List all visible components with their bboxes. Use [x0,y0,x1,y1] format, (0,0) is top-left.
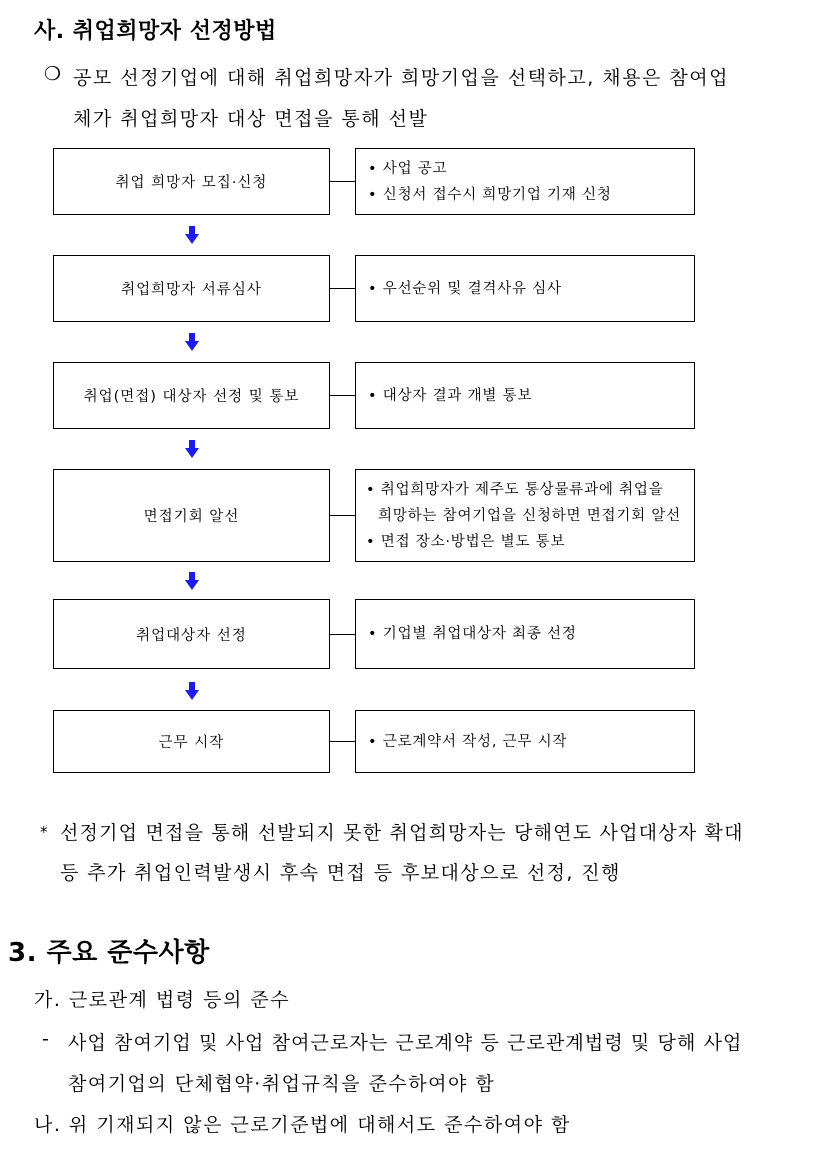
flow-detail-line: • 기업별 취업대상자 최종 선정 [368,626,577,642]
section-sa-text-line1: 공모 선정기업에 대해 취업희망자가 희망기업을 선택하고, 채용은 참여업 [73,67,729,89]
flow-step-box [53,469,330,562]
note-line1: 선정기업 면접을 통해 선발되지 못한 취업희망자는 당해연도 사업대상자 확대 [60,822,744,844]
section-heading-sa: 사. 취업희망자 선정방법 [34,19,277,44]
flow-step-label: 취업대상자 선정 [136,627,247,644]
flow-detail-line: • 취업희망자가 제주도 통상물류과에 취업을 [366,481,664,498]
flow-connector [330,181,355,182]
flow-detail-line: • 근로계약서 작성, 근무 시작 [368,733,568,750]
flow-step-label: 면접기회 알선 [143,509,240,525]
flow-connector [330,288,355,289]
flow-detail-line: • 대상자 결과 개별 통보 [368,387,533,404]
down-arrow-icon [185,440,199,458]
section-3-ga-line2: 참여기업의 단체협약·취업규칙을 준수하여야 함 [68,1073,496,1095]
flow-step-box [53,362,330,429]
section-sa-text-line2: 체가 취업희망자 대상 면접을 통해 선발 [73,108,429,130]
flow-step-label: 취업(면접) 대상자 선정 및 통보 [83,389,300,405]
section-3-ga-line1: 사업 참여기업 및 사업 참여근로자는 근로계약 등 근로관계법령 및 당해 사업 [68,1032,743,1054]
flow-step-box [53,599,330,669]
note-asterisk: * [40,823,48,841]
flow-connector [330,634,355,635]
flow-step-label: 근무 시작 [158,735,225,751]
bullet-circle-icon: ❍ [44,63,63,85]
flow-detail-box [355,469,695,562]
flow-step-box [53,148,330,215]
flow-step-box [53,255,330,322]
flow-detail-box [355,362,695,429]
down-arrow-icon [185,333,199,351]
note-line2: 등 추가 취업인력발생시 후속 면접 등 후보대상으로 선정, 진행 [60,862,621,884]
flow-detail-line: • 사업 공고 [368,160,448,177]
flow-detail-line: 희망하는 참여기업을 신청하면 면접기회 알선 [378,507,681,524]
flow-detail-box [355,599,695,669]
flow-connector [330,395,355,396]
flow-detail-line: • 우선순위 및 결격사유 심사 [368,280,562,297]
down-arrow-icon [185,682,199,700]
flow-connector [330,515,355,516]
flow-connector [330,741,355,742]
flow-detail-box [355,255,695,322]
flow-detail-box [355,710,695,773]
flow-step-box [53,710,330,773]
flow-detail-line: • 면접 장소·방법은 별도 통보 [366,533,566,550]
section-3-na: 나. 위 기재되지 않은 근로기준법에 대해서도 준수하여야 함 [34,1114,571,1136]
dash-icon: - [42,1028,51,1050]
flow-detail-box [355,148,695,215]
flow-detail-line: • 신청서 접수시 희망기업 기재 신청 [368,186,612,203]
flow-step-label: 취업희망자 서류심사 [121,282,262,298]
down-arrow-icon [185,572,199,590]
down-arrow-icon [185,226,199,244]
section-3-ga: 가. 근로관계 법령 등의 준수 [34,989,291,1011]
section-heading-3: 3. 주요 준수사항 [8,938,210,968]
flow-step-label: 취업 희망자 모집·신청 [115,175,268,191]
